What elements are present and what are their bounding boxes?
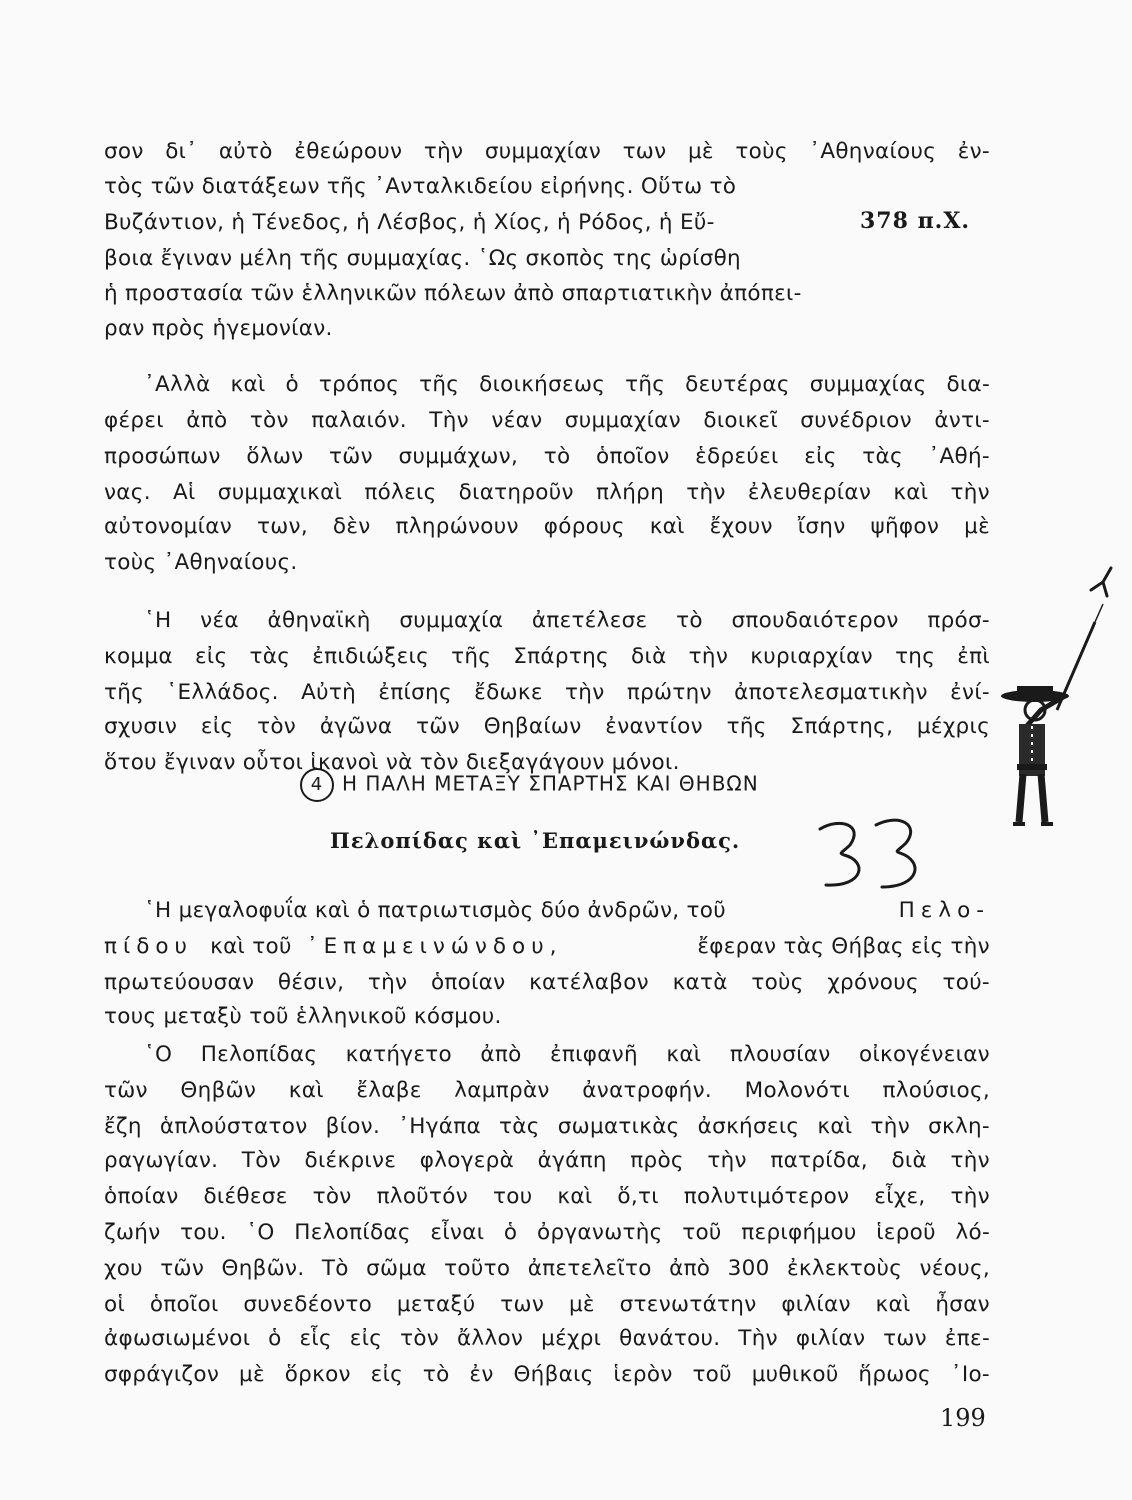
text-line: ἡ προστασία τῶν ἑλληνικῶν πόλεων ἀπὸ σπαρτιατικὴν ἀπόπει-: [104, 281, 802, 306]
name-epaminondas: ᾿Επαμεινώνδου,: [306, 934, 563, 959]
text-line: νας. Αἱ συμμαχικαὶ πόλεις διατηροῦν πλήρη τὴν ἐλευθερίαν καὶ τὴν: [104, 480, 990, 505]
text-line: φέρει ἀπὸ τὸν παλαιόν. Τὴν νέαν συμμαχίαν διοικεῖ συνέδριον ἀντι-: [104, 408, 990, 433]
text-segment: καὶ τοῦ: [210, 934, 292, 959]
text-line: πρωτεύουσαν θέσιν, τὴν ὁποίαν κατέλαβον κατὰ τοὺς χρόνους τού-: [104, 970, 990, 995]
text-line: [104, 932, 990, 962]
text-line: σχυσιν εἰς τὸν ἀγῶνα τῶν Θηβαίων ἐναντίον τῆς Σπάρτης, μέχρις: [104, 714, 990, 739]
text-line: σον δι᾿ αὐτὸ ἐθεώρουν τὴν συμμαχίαν των μὲ τοὺς ᾿Αθηναίους ἐν-: [104, 139, 990, 164]
text-line: [144, 896, 990, 926]
text-line: αὐτονομίαν των, δὲν πληρώνουν φόρους καὶ ἔχουν ἴσην ψῆφον μὲ: [104, 514, 990, 539]
text-line: ζωήν του. ῾Ο Πελοπίδας εἶναι ὁ ὀργανωτὴς τοῦ περιφήμου ἱεροῦ λό-: [104, 1220, 990, 1245]
sub-heading: Πελοπίδας καὶ ᾿Επαμεινώνδας.: [330, 828, 741, 853]
text-line: ὁποίαν διέθεσε τὸν πλοῦτόν του καὶ ὅ,τι πολυτιμότερον εἶχε, τὴν: [104, 1184, 990, 1209]
name-pelopidas: Πελο-: [898, 898, 990, 923]
margin-date-note: 378 π.Χ.: [860, 208, 971, 234]
text-line: προσώπων ὅλων τῶν συμμάχων, τὸ ὁποῖον ἑδρεύει εἰς τὰς ᾿Αθή-: [104, 444, 990, 469]
text-line: τὸς τῶν διατάξεων τῆς ᾿Ανταλκιδείου εἰρήνης. Οὕτω τὸ: [104, 174, 737, 199]
text-line: ραν πρὸς ἡγεμονίαν.: [104, 316, 333, 341]
text-line: τοὺς ᾿Αθηναίους.: [104, 550, 298, 575]
page-number: 199: [940, 1404, 986, 1432]
section-heading: [300, 768, 759, 802]
text-line: οἱ ὁποῖοι συνεδέοντο μεταξύ των μὲ στενωτάτην φιλίαν καὶ ἦσαν: [104, 1292, 990, 1317]
section-title: Η ΠΑΛΗ ΜΕΤΑΞΥ ΣΠΑΡΤΗΣ ΚΑΙ ΘΗΒΩΝ: [342, 771, 759, 796]
text-line: ῾Ο Πελοπίδας κατήγετο ἀπὸ ἐπιφανῆ καὶ πλουσίαν οἰκογένειαν: [144, 1042, 990, 1067]
text-line: ᾿Αλλὰ καὶ ὁ τρόπος τῆς διοικήσεως τῆς δευτέρας συμμαχίας δια-: [144, 372, 990, 397]
text-line: κομμα εἰς τὰς ἐπιδιώξεις τῆς Σπάρτης διὰ τὴν κυριαρχίαν της ἐπὶ: [104, 644, 990, 669]
handwritten-annotation: [812, 815, 932, 895]
text-line: τους μεταξὺ τοῦ ἑλληνικοῦ κόσμου.: [104, 1004, 502, 1029]
text-segment: ῾Η μεγαλοφυΐα καὶ ὁ πατριωτισμὸς δύο ἀνδρῶν, τοῦ: [144, 898, 726, 923]
text-line: τῶν Θηβῶν καὶ ἔλαβε λαμπρὰν ἀνατροφήν. Μολονότι πλούσιος,: [104, 1078, 990, 1103]
text-line: ραγωγίαν. Τὸν διέκρινε φλογερὰ ἀγάπη πρὸς τὴν πατρίδα, διὰ τὴν: [104, 1148, 990, 1173]
text-line: βοια ἔγιναν μέλη τῆς συμμαχίας. ῾Ως σκοπὸς της ὡρίσθη: [104, 246, 741, 271]
soldier-drawing: [995, 560, 1125, 830]
text-line: ἔζη ἁπλούστατον βίον. ᾿Ηγάπα τὰς σωματικὰς ἀσκήσεις καὶ τὴν σκλη-: [104, 1114, 990, 1139]
text-line: ὅτου ἔγιναν οὗτοι ἱκανοὶ νὰ τὸν διεξαγάγουν μόνοι.: [104, 750, 680, 775]
name-pelopidas-cont: πίδου: [104, 934, 193, 959]
text-line: Βυζάντιον, ἡ Τένεδος, ἡ Λέσβος, ἡ Χίος, ἡ Ρόδος, ἡ Εὔ-: [104, 210, 715, 235]
text-line: ἀφωσιωμένοι ὁ εἷς εἰς τὸν ἄλλον μέχρι θανάτου. Τὴν φιλίαν των ἐπε-: [104, 1326, 990, 1351]
text-line: χου τῶν Θηβῶν. Τὸ σῶμα τοῦτο ἀπετελεῖτο ἀπὸ 300 ἐκλεκτοὺς νέους,: [104, 1256, 990, 1281]
text-line: σφράγιζον μὲ ὅρκον εἰς τὸ ἐν Θήβαις ἱερὸν τοῦ μυθικοῦ ἥρωος ᾿Ιο-: [104, 1362, 990, 1387]
text-line: τῆς ῾Ελλάδος. Αὐτὴ ἐπίσης ἔδωκε τὴν πρώτην ἀποτελεσματικὴν ἐνί-: [104, 680, 990, 705]
text-segment: ἔφεραν τὰς Θήβας εἰς τὴν: [697, 934, 990, 959]
text-line: ῾Η νέα ἀθηναϊκὴ συμμαχία ἀπετέλεσε τὸ σπουδαιότερον πρόσ-: [144, 608, 990, 633]
section-number-circle: 4: [300, 768, 334, 802]
